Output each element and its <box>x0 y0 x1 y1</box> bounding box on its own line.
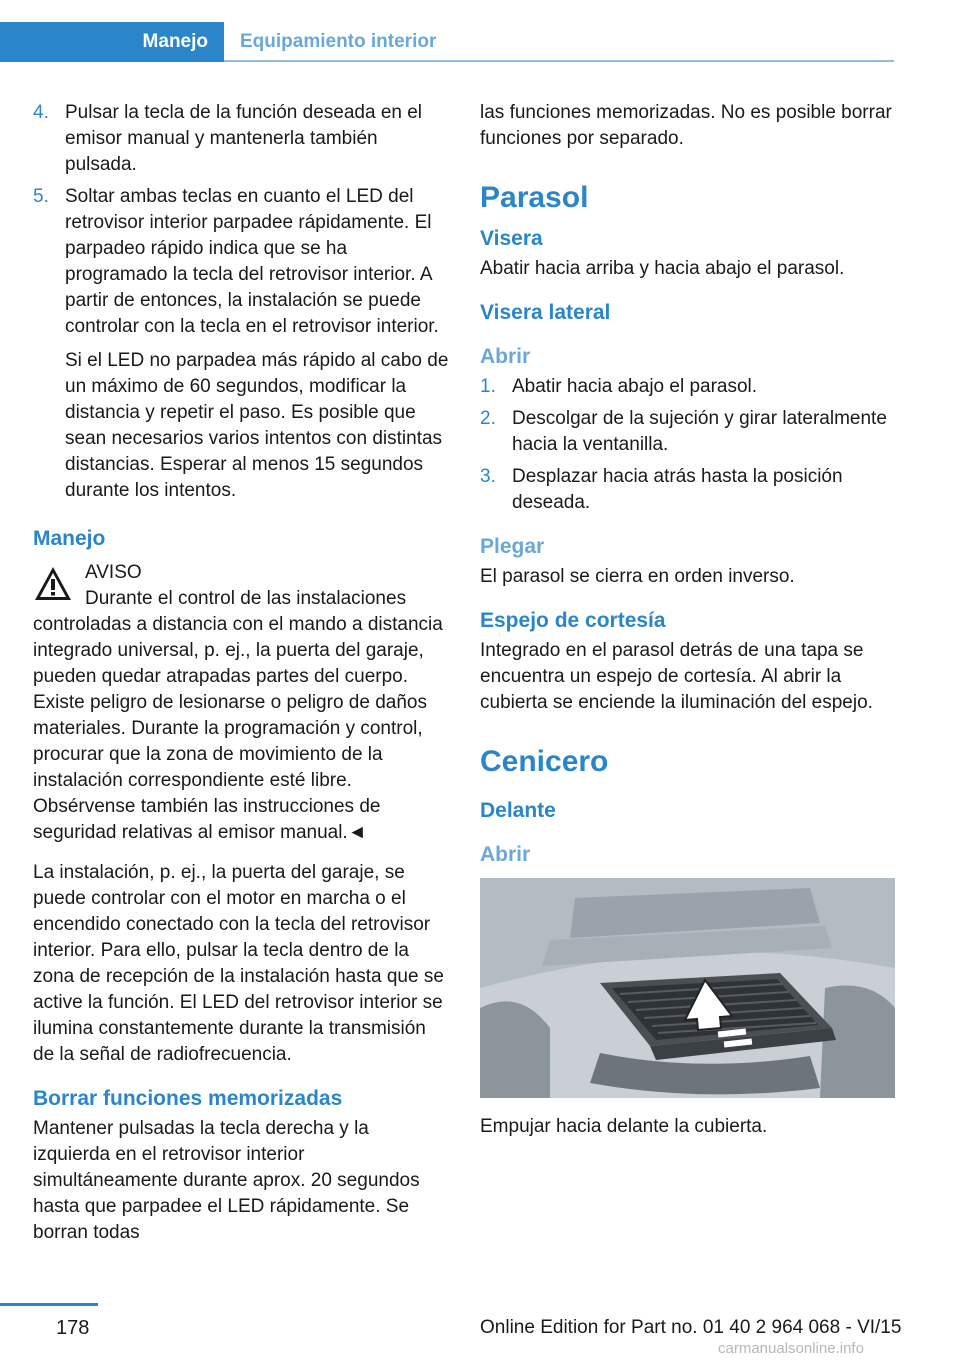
paragraph: Mantener pulsadas la tecla derecha y la izquierda en el retrovisor interior simultáneamente durante aprox. 20 segundos hasta que parpadee el LED rápidamente. Se borran todas <box>33 1118 420 1243</box>
heading-borrar: Borrar funciones memorizadas <box>33 1087 343 1110</box>
subsection-tab: Equipamiento interior <box>240 31 437 52</box>
edition-text: Online Edition for Part no. 01 40 2 964 068 - VI/15 <box>480 1317 902 1338</box>
step-text: Pulsar la tecla de la función deseada en el emisor manual y mantenerla también pulsada. <box>65 102 423 175</box>
warning-title: AVISO <box>85 562 142 583</box>
heading-delante: Delante <box>480 799 556 822</box>
right-column <box>480 100 895 1156</box>
step-number: 1. <box>480 376 496 397</box>
caption: Empujar hacia delante la cubierta. <box>480 1116 768 1137</box>
heading-manejo: Manejo <box>33 527 106 550</box>
step-1 <box>480 374 895 400</box>
header-rule <box>224 60 894 62</box>
step-note: Si el LED no parpadea más rápido al cabo de un máximo de 60 segundos, modificar la distancia y repetir el paso. Es posible que sean necesarios varios intentos con distintas distancias. Esperar al menos 15 segundos durante los intentos. <box>65 350 449 501</box>
paragraph: La instalación, p. ej., la puerta del garaje, se puede controlar con el motor en marcha o el encendido conectado con la tecla del retrovisor interior. Para ello, pulsar la tecla dentro de la zona de recepción de la instalación hasta que se active la función. El LED del retrovisor interior se ilumina constantemente durante la transmisión de la señal de radiofrecuencia. <box>33 862 444 1065</box>
paragraph: las funciones memorizadas. No es posible borrar funciones por separado. <box>480 102 892 149</box>
section-tab: Manejo <box>0 22 224 62</box>
step-text: Abatir hacia abajo el parasol. <box>512 376 758 397</box>
heading-abrir: Abrir <box>480 345 531 368</box>
step-text: Soltar ambas teclas en cuanto el LED del retrovisor interior parpadee rápidamente. El parpadeo rápido indica que se ha programado la tecla del retrovisor interior. A partir de entonces, la instalación se puede controlar con la tecla en el retrovisor interior. <box>65 186 439 337</box>
step-5 <box>33 184 451 504</box>
step-number: 3. <box>480 466 496 487</box>
heading-cenicero: Cenicero <box>480 745 609 778</box>
step-text: Desplazar hacia atrás hasta la posición deseada. <box>512 466 843 513</box>
step-text: Descolgar de la sujeción y girar lateralmente hacia la ventanilla. <box>512 408 887 455</box>
watermark: carmanualsonline.info <box>718 1340 864 1357</box>
page-number: 178 <box>56 1317 90 1339</box>
warning-block <box>33 560 451 846</box>
heading-plegar: Plegar <box>480 535 545 558</box>
step-2 <box>480 406 895 458</box>
paragraph: Integrado en el parasol detrás de una tapa se encuentra un espejo de cortesía. Al abrir la cubierta se enciende la iluminación del espejo. <box>480 640 873 713</box>
heading-abrir-cenicero: Abrir <box>480 843 531 866</box>
paragraph: El parasol se cierra en orden inverso. <box>480 566 795 587</box>
left-column <box>33 100 451 1262</box>
footer-rule <box>0 1303 98 1306</box>
step-number: 2. <box>480 408 496 429</box>
step-4 <box>33 100 451 178</box>
heading-parasol: Parasol <box>480 181 589 214</box>
step-number: 5. <box>33 186 49 207</box>
step-3 <box>480 464 895 516</box>
warning-text: Durante el control de las instalaciones controladas a distancia con el mando a distancia integrado universal, p. ej., la puerta del garaje, pueden quedar atrapadas partes del cuerpo. Existe peligro de lesionarse o peligro de daños materiales. Durante la programación y control, procurar que la zona de movimiento de la instalación correspondiente esté libre. Obsérvense también las instrucciones de seguridad relativas al emisor manual.◄ <box>33 588 443 843</box>
page-header <box>0 0 960 64</box>
paragraph: Abatir hacia arriba y hacia abajo el parasol. <box>480 258 845 279</box>
step-number: 4. <box>33 102 49 123</box>
ashtray-illustration <box>480 878 895 1098</box>
heading-visera-lateral: Visera lateral <box>480 301 611 324</box>
warning-triangle-icon <box>33 564 73 604</box>
heading-visera: Visera <box>480 227 543 250</box>
heading-espejo: Espejo de cortesía <box>480 609 666 632</box>
